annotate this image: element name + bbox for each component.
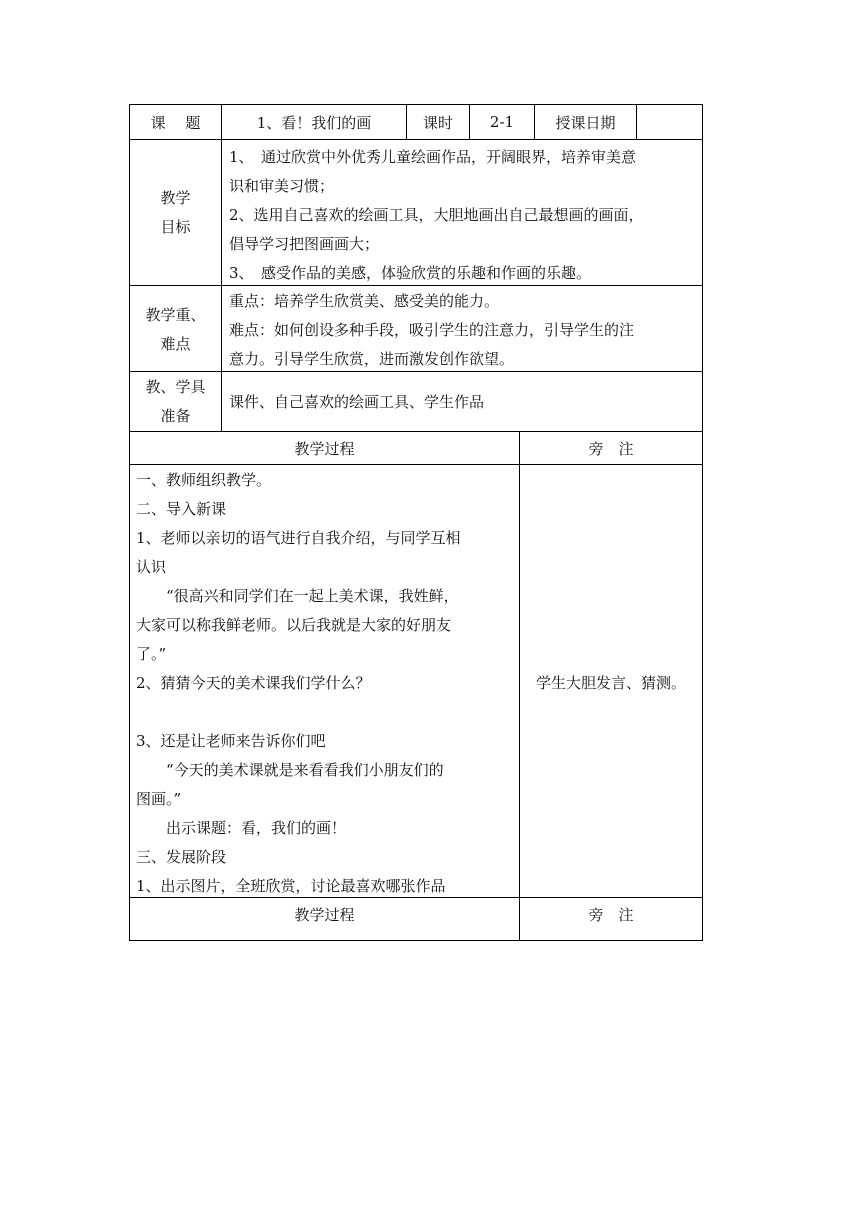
- notes-footer-label: 旁 注: [588, 906, 634, 924]
- process-line: 认识: [136, 558, 167, 576]
- process-line: 2、猜猜今天的美术课我们学什么？: [136, 674, 371, 692]
- table-rule: [129, 940, 703, 941]
- objective-line: 2、选用自己喜欢的绘画工具，大胆地画出自己最想画的画面，: [229, 206, 644, 224]
- process-note: 学生大胆发言、猜测。: [535, 674, 686, 692]
- date-value: [637, 105, 702, 139]
- notes-header-label: 旁 注: [588, 439, 634, 458]
- table-rule: [221, 104, 222, 432]
- objective-line: 1、 通过欣赏中外优秀儿童绘画作品，开阔眼界，培养审美意: [229, 148, 637, 166]
- process-line: 3、还是让老师来告诉你们吧: [136, 732, 326, 750]
- key-point-line: 重点：培养学生欣赏美、感受美的能力。: [229, 292, 500, 310]
- process-line: 了。”: [136, 645, 167, 663]
- date-label: 授课日期: [555, 113, 616, 132]
- process-line: 出示课题：看，我们的画！: [136, 819, 347, 837]
- process-line: 图画。”: [136, 790, 182, 808]
- objective-line: 3、 感受作品的美感，体验欣赏的乐趣和作画的乐趣。: [229, 264, 592, 282]
- process-line: “很高兴和同学们在一起上美术课，我姓鲜，: [136, 587, 459, 605]
- period-label: 课时: [422, 113, 453, 132]
- process-line: 一、教师组织教学。: [136, 471, 272, 489]
- period-value: 2-1: [489, 113, 515, 131]
- table-rule: [129, 464, 703, 465]
- key-point-line: 意力。引导学生欣赏，进而激发创作欲望。: [229, 350, 515, 368]
- objective-line: 识和审美习惯；: [229, 177, 335, 195]
- process-header-label: 教学过程: [294, 439, 355, 458]
- process-line: 三、发展阶段: [136, 848, 227, 866]
- materials-label: 教、学具 准备: [145, 378, 206, 425]
- key-point-line: 难点：如何创设多种手段，吸引学生的注意力，引导学生的注: [229, 321, 635, 339]
- process-line: 1、出示图片，全班欣赏，讨论最喜欢哪张作品: [136, 877, 446, 895]
- objective-line: 倡导学习把图画画大；: [229, 235, 380, 253]
- key-points-label: 教学重、 难点: [145, 306, 206, 353]
- process-line: 大家可以称我鲜老师。以后我就是大家的好朋友: [136, 616, 452, 634]
- process-line: “今天的美术课就是来看看我们小朋友们的: [136, 761, 444, 779]
- topic-label: 课 题: [150, 113, 201, 132]
- process-footer-label: 教学过程: [294, 906, 355, 924]
- process-line: 二、导入新课: [136, 500, 227, 518]
- topic-value: 1、看！我们的画: [256, 113, 372, 132]
- process-line: 1、老师以亲切的语气进行自我介绍，与同学互相: [136, 529, 461, 547]
- table-rule: [702, 104, 703, 941]
- objectives-label: 教学 目标: [160, 189, 191, 236]
- materials-value: 课件、自己喜欢的绘画工具、学生作品: [229, 393, 485, 411]
